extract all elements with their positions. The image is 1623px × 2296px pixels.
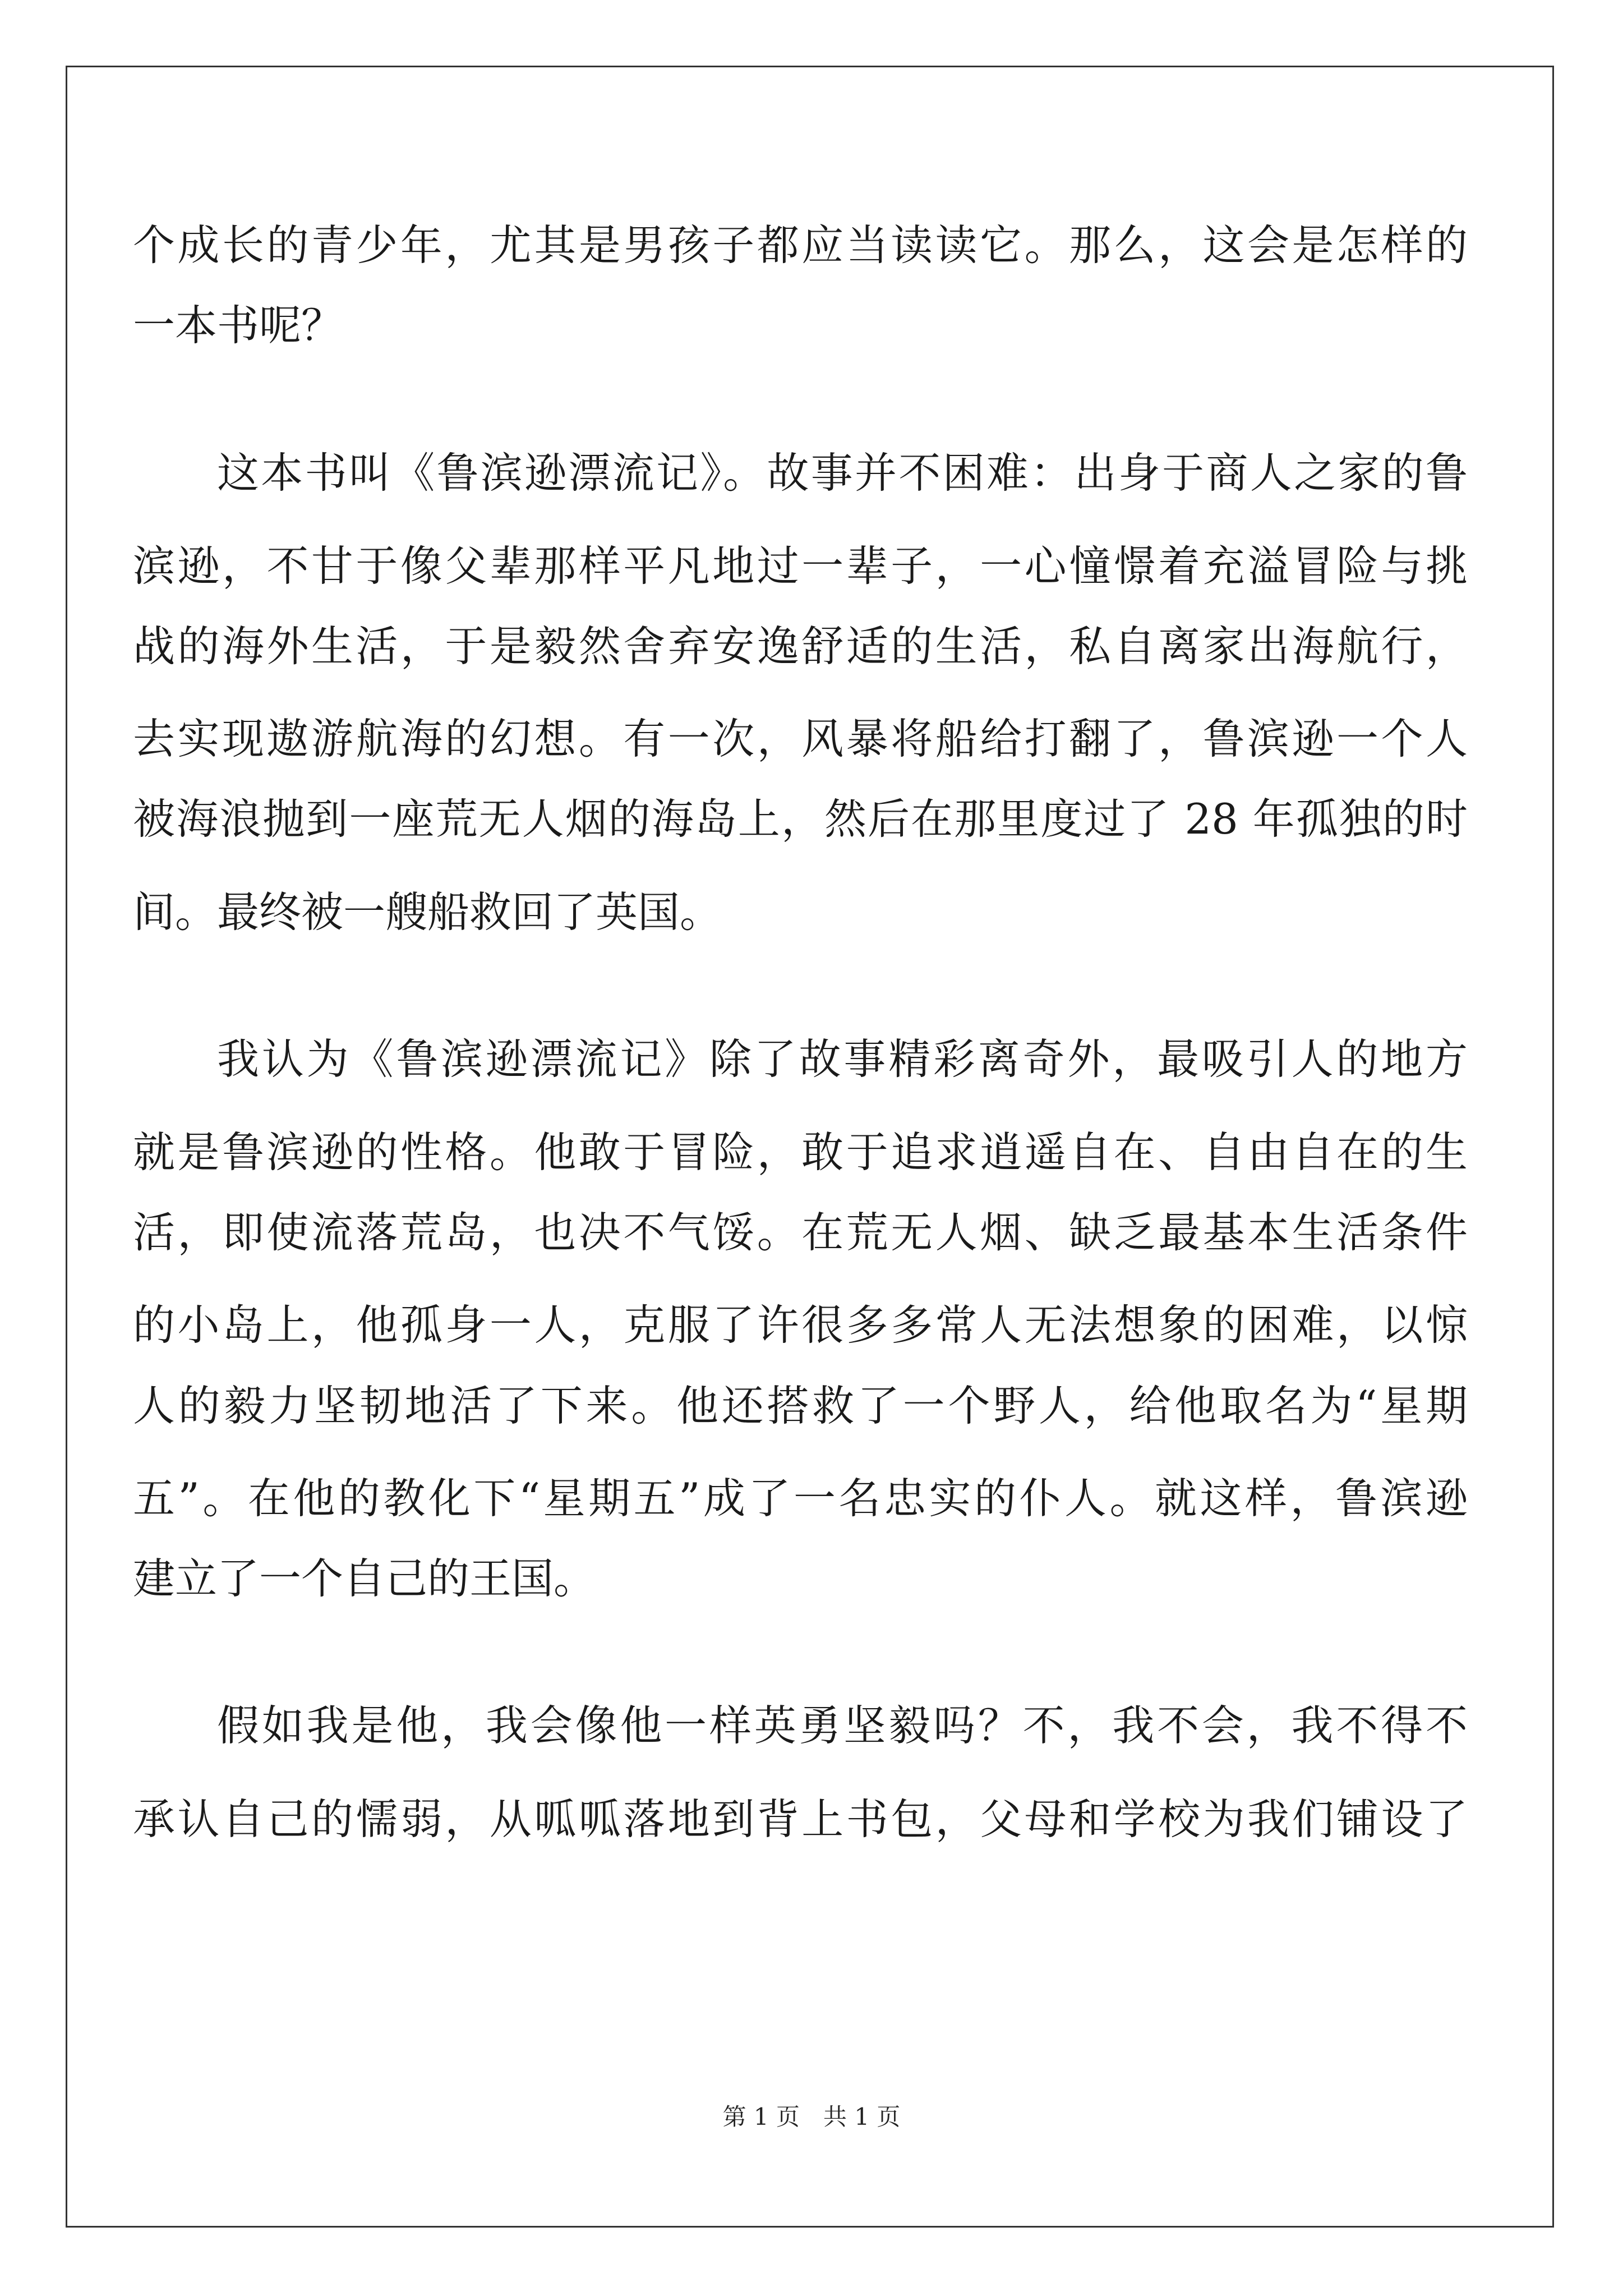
- text-line: 一本书呢？: [133, 301, 344, 350]
- text-line: 就是鲁滨逊的性格。他敢于冒险，敢于追求逍遥自在、自由自在的生: [133, 1128, 1468, 1177]
- text-line: 承认自己的懦弱，从呱呱落地到背上书包，父母和学校为我们铺设了: [133, 1795, 1468, 1844]
- text-line: 这本书叫《鲁滨逊漂流记》。故事并不困难：出身于商人之家的鲁: [217, 448, 1468, 498]
- text-line: 五”。在他的教化下“星期五”成了一名忠实的仆人。就这样，鲁滨逊: [133, 1474, 1468, 1523]
- text-line: 活，即使流落荒岛，也决不气馁。在荒无人烟、缺乏最基本生活条件: [133, 1208, 1468, 1257]
- text-line: 滨逊，不甘于像父辈那样平凡地过一辈子，一心憧憬着充溢冒险与挑: [133, 541, 1468, 591]
- text-line: 人的毅力坚韧地活了下来。他还搭救了一个野人，给他取名为“星期: [133, 1381, 1468, 1430]
- text-line: 的小岛上，他孤身一人，克服了许很多多常人无法想象的困难，以惊: [133, 1300, 1468, 1350]
- text-line: 间。最终被一艘船救回了英国。: [133, 887, 722, 937]
- text-line: 我认为《鲁滨逊漂流记》除了故事精彩离奇外，最吸引人的地方: [217, 1034, 1468, 1084]
- text-line: 假如我是他，我会像他一样英勇坚毅吗？不，我不会，我不得不: [217, 1701, 1468, 1750]
- text-line: 战的海外生活，于是毅然舍弃安逸舒适的生活，私自离家出海航行，: [133, 622, 1468, 671]
- text-line: 被海浪抛到一座荒无人烟的海岛上，然后在那里度过了 28 年孤独的时: [133, 794, 1468, 844]
- text-line: 去实现遨游航海的幻想。有一次，风暴将船给打翻了，鲁滨逊一个人: [133, 714, 1468, 763]
- page-number-footer: 第 1 页 共 1 页: [722, 2103, 901, 2131]
- text-line: 个成长的青少年，尤其是男孩子都应当读读它。那么，这会是怎样的: [133, 220, 1468, 270]
- text-line: 建立了一个自己的王国。: [133, 1554, 596, 1603]
